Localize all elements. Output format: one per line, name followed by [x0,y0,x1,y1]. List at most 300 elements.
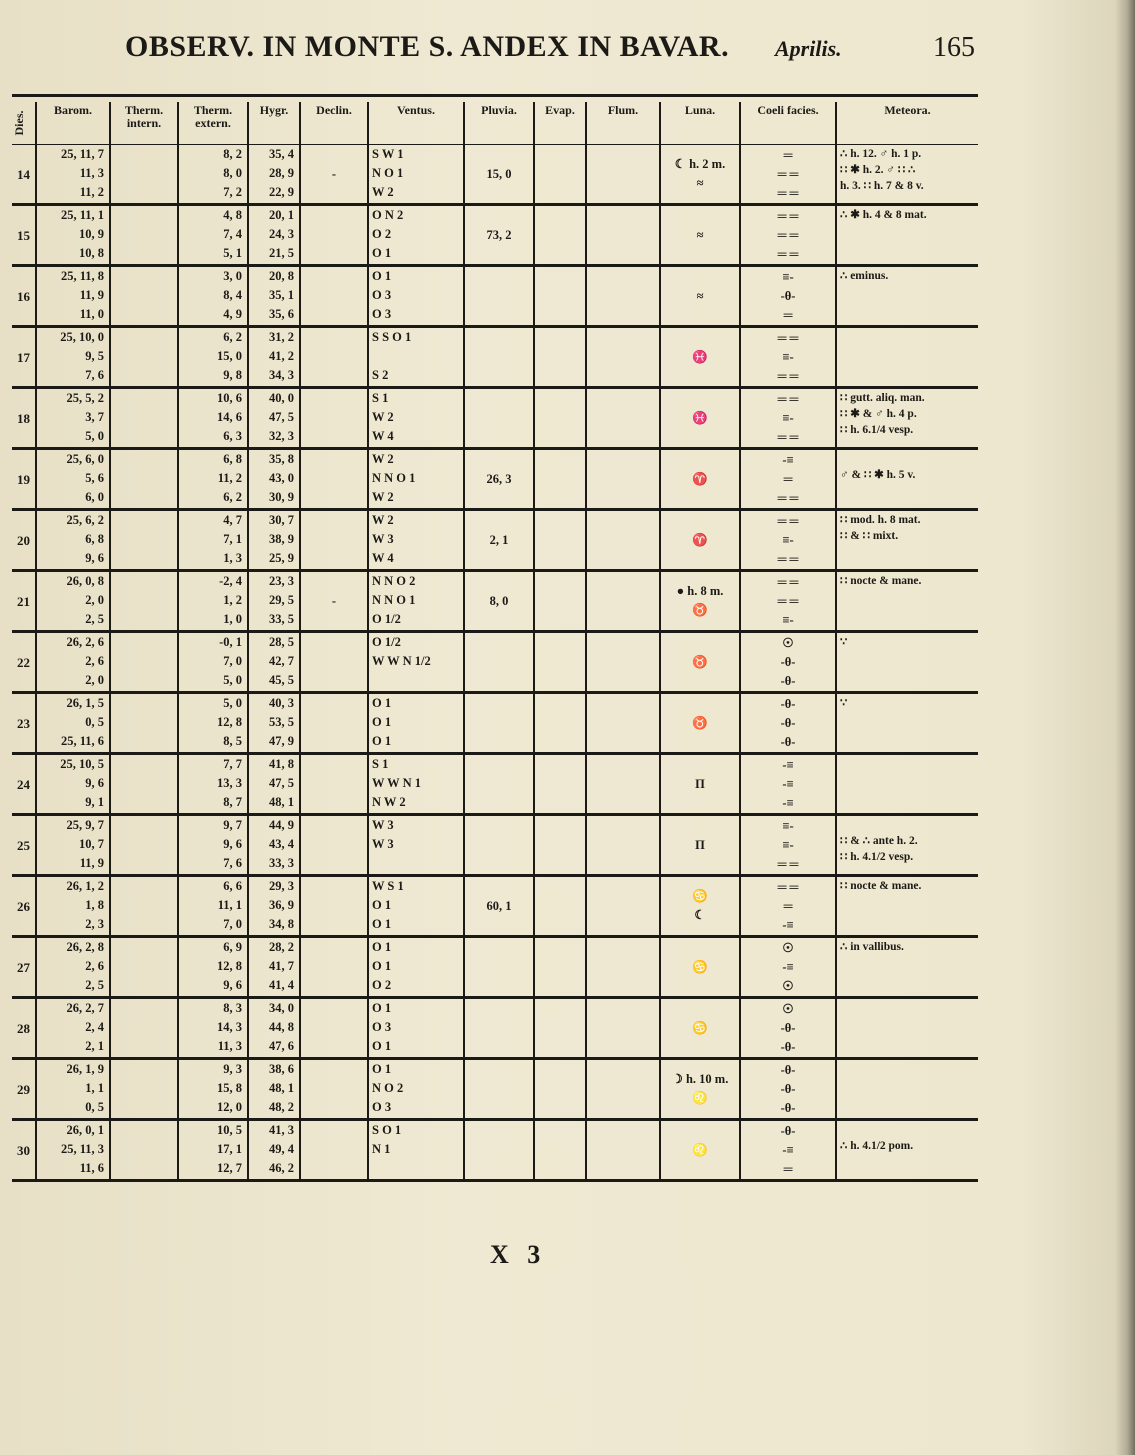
therm-extern-values-line: 8, 7 [223,795,242,809]
barometer-values-line: 2, 5 [85,978,104,992]
therm-intern-cell [110,266,178,327]
sky-values-line: ═ ═ [777,513,799,528]
sky-values-line: -θ- [780,1062,796,1077]
sky-values [740,449,836,510]
barometer-values [36,937,110,998]
meteora-values-line: ∴ ✱ h. 4 & 8 mat. [840,209,927,221]
evaporation-cell [534,937,586,998]
therm-extern-values-stack [182,1060,244,1117]
moon-values-line: ♉ [692,654,708,669]
meteora-values-stack [840,206,975,222]
wind-values [368,510,464,571]
therm-extern-values-line: 6, 3 [223,429,242,443]
sky-values-line: ≡- [782,532,794,547]
sky-values-stack [744,939,832,996]
barometer-values-line: 25, 11, 7 [60,147,104,161]
meteora-values-line: ∴ h. 12. ♂ h. 1 p. [840,148,922,160]
sky-values-line: ═ ═ [777,551,799,566]
wind-values-line: W 3 [372,532,394,546]
meteora-values-line: ♂ & ∷ ✱ h. 5 v. [840,469,916,481]
river-cell [586,1120,660,1181]
moon-values [660,510,740,571]
hygrometer-values-line: 44, 9 [269,818,294,832]
wind-values [368,145,464,205]
therm-extern-values [178,205,248,266]
barometer-values [36,205,110,266]
barometer-values-stack [40,206,106,263]
wind-values-line: O 3 [372,307,392,321]
hygrometer-values-line: 20, 8 [269,269,294,283]
declination-value: - [300,145,368,205]
wind-values-line: S 2 [372,368,389,382]
rain-value [464,693,534,754]
sky-values-stack [744,695,832,752]
sky-values-stack [744,207,832,264]
sky-values [740,937,836,998]
table-row [12,937,978,998]
wind-values-line [372,1159,460,1178]
barometer-values-line: 0, 5 [85,715,104,729]
sky-values-line: ≡- [782,410,794,425]
sky-values-line: -≡ [782,776,794,791]
declination-value [300,266,368,327]
therm-intern-cell [110,1120,178,1181]
barometer-values-stack [40,450,106,507]
therm-extern-values [178,693,248,754]
therm-extern-values-line: 11, 3 [217,1039,242,1053]
hygrometer-values-line: 49, 4 [269,1142,294,1156]
sky-values-line: ═ [783,147,793,162]
hygrometer-values-line: 34, 3 [269,368,294,382]
hygrometer-values-line: 34, 8 [269,917,294,931]
barometer-values-line: 25, 10, 0 [60,330,104,344]
sky-values-stack [744,268,832,325]
meteora-values [836,815,978,876]
wind-values-line: O 1 [372,734,392,748]
moon-values [660,632,740,693]
moon-values-stack [664,531,736,550]
page-edge-shadow [1115,0,1135,1455]
meteora-values-stack [840,450,975,482]
moon-values-stack [664,836,736,855]
sky-values-stack [744,146,832,203]
hygrometer-values-line: 41, 8 [269,757,294,771]
therm-extern-values [178,754,248,815]
sky-values [740,998,836,1059]
hygrometer-values-line: 47, 5 [269,776,294,790]
table-row [12,1120,978,1181]
barometer-values-line: 11, 0 [79,307,104,321]
barometer-values-line: 25, 11, 1 [60,208,104,222]
barometer-values-line: 26, 2, 7 [66,1001,104,1015]
hygrometer-values-line: 43, 0 [269,471,294,485]
meteora-values-line: ∷ h. 6.1/4 vesp. [840,424,914,436]
hygrometer-values-line: 35, 4 [269,147,294,161]
sky-values-line: ═ ═ [777,856,799,871]
moon-values [660,937,740,998]
therm-extern-values-line: 11, 2 [217,471,242,485]
rain-value [464,327,534,388]
barometer-values-line: 9, 6 [85,776,104,790]
sky-values [740,815,836,876]
therm-extern-values [178,937,248,998]
hygrometer-values-line: 31, 2 [269,330,294,344]
meteora-values-line: h. 3. ∷ h. 7 & 8 v. [840,180,924,192]
table-body [12,145,978,1181]
therm-extern-values [178,998,248,1059]
wind-values-line: N O 2 [372,1081,404,1095]
barometer-values-stack [40,1121,106,1178]
hygrometer-values-stack [252,145,296,202]
barometer-values [36,754,110,815]
wind-values-line: S W 1 [372,147,404,161]
declination-value [300,1120,368,1181]
therm-extern-values-line: 6, 9 [223,940,242,954]
hygrometer-values [248,388,300,449]
barometer-values-line: 25, 11, 3 [60,1142,104,1156]
wind-values-stack [372,389,460,446]
hygrometer-values-stack [252,938,296,995]
therm-extern-values-line: 12, 0 [217,1100,242,1114]
meteora-values-stack [840,816,975,864]
barometer-values [36,693,110,754]
hygrometer-values-line: 38, 9 [269,532,294,546]
wind-values-stack [372,999,460,1056]
hygrometer-values-line: 28, 5 [269,635,294,649]
therm-extern-values [178,876,248,937]
wind-values-line: O 1 [372,715,392,729]
col-header-barom: Barom. [36,102,110,145]
col-header-hygr: Hygr. [248,102,300,145]
wind-values-line: S O 1 [372,1123,402,1137]
therm-extern-values-stack [182,328,244,385]
day-number: 30 [12,1120,36,1181]
barometer-values-line: 9, 6 [85,551,104,565]
wind-values [368,266,464,327]
moon-values [660,449,740,510]
declination-value [300,205,368,266]
therm-intern-cell [110,754,178,815]
moon-values-line: ♓ [692,349,708,364]
hygrometer-values-stack [252,694,296,751]
therm-intern-cell [110,693,178,754]
wind-values [368,693,464,754]
barometer-values-line: 2, 6 [85,654,104,668]
sky-values-stack [744,817,832,874]
sky-values-line: -≡ [782,795,794,810]
therm-extern-values-line: 4, 9 [223,307,242,321]
table-row [12,754,978,815]
moon-values-line: ● h. 8 m. [676,584,724,598]
day-number: 25 [12,815,36,876]
declination-value [300,693,368,754]
col-header-ventus: Ventus. [368,102,464,145]
barometer-values-line: 1, 1 [85,1081,104,1095]
moon-values-line: ☽ h. 10 m. [671,1072,729,1086]
therm-extern-values-line: -2, 4 [219,574,242,588]
hygrometer-values-line: 21, 5 [269,246,294,260]
barometer-values-stack [40,572,106,629]
hygrometer-values-stack [252,633,296,690]
therm-extern-values-line: 9, 3 [223,1062,242,1076]
moon-values-line: ♉ [692,715,708,730]
meteora-values [836,145,978,205]
moon-values [660,754,740,815]
sky-values-line: ≡- [782,837,794,852]
header-rule [12,94,978,97]
hygrometer-values-line: 29, 3 [269,879,294,893]
moon-values-line: ♋ [692,1020,708,1035]
wind-values [368,998,464,1059]
river-cell [586,327,660,388]
therm-extern-values-stack [182,450,244,507]
moon-values-stack [664,1070,736,1108]
col-header-therm-intern: Therm. intern. [110,102,178,145]
rain-value [464,998,534,1059]
barometer-values-stack [40,999,106,1056]
wind-values-line: O 1 [372,696,392,710]
sky-values-line: ═ ═ [777,490,799,505]
therm-extern-values-line: 3, 0 [223,269,242,283]
barometer-values-line: 11, 9 [79,288,104,302]
sky-values-line: ═ ═ [777,429,799,444]
col-header-meteora: Meteora. [836,102,978,145]
sky-values-stack [744,512,832,569]
hygrometer-values-stack [252,450,296,507]
therm-extern-values-stack [182,999,244,1056]
barometer-values-line: 26, 1, 5 [66,696,104,710]
hygrometer-values-stack [252,1060,296,1117]
meteora-values [836,1059,978,1120]
therm-extern-values [178,815,248,876]
declination-value [300,449,368,510]
barometer-values-line: 5, 6 [85,471,104,485]
therm-intern-cell [110,571,178,632]
meteora-values [836,937,978,998]
sky-values-line: ═ ═ [777,166,799,181]
hygrometer-values-line: 30, 9 [269,490,294,504]
evaporation-cell [534,145,586,205]
table-row [12,266,978,327]
therm-extern-values-line: 7, 0 [223,654,242,668]
hygrometer-values-line: 24, 3 [269,227,294,241]
therm-extern-values-stack [182,816,244,873]
sky-values-line: ═ [783,307,793,322]
therm-intern-cell [110,1059,178,1120]
table-row [12,1059,978,1120]
therm-extern-values-stack [182,572,244,629]
therm-extern-values-line: 14, 3 [217,1020,242,1034]
meteora-values-line: ∴ eminus. [840,270,889,282]
barometer-values-line: 3, 7 [85,410,104,424]
meteora-values-line: ∷ & ∴ ante h. 2. [840,835,918,847]
wind-values [368,1059,464,1120]
wind-values-line: W 2 [372,410,394,424]
sky-values-line: -≡ [782,1142,794,1157]
meteora-values-stack [840,572,975,588]
wind-values-line: O 3 [372,1020,392,1034]
barometer-values-line: 2, 4 [85,1020,104,1034]
therm-extern-values-line: 9, 8 [223,368,242,382]
wind-values-line: N N O 1 [372,593,416,607]
meteora-values-line: ∷ gutt. aliq. man. [840,392,925,404]
sky-values-stack [744,329,832,386]
table-row [12,571,978,632]
table-row [12,815,978,876]
sky-values-line: ═ [783,898,793,913]
sky-values-line: -θ- [780,1123,796,1138]
hygrometer-values-line: 22, 9 [269,185,294,199]
meteora-values-line: ∷ nocte & mane. [840,880,922,892]
barometer-values-line: 25, 5, 2 [66,391,104,405]
declination-value: - [300,571,368,632]
wind-values [368,1120,464,1181]
sky-values-line: ☉ [782,635,794,650]
day-number: 15 [12,205,36,266]
sky-values-line: -θ- [780,288,796,303]
wind-values-line: W 2 [372,490,394,504]
sky-values-line: ═ ═ [777,330,799,345]
therm-extern-values-line: 8, 5 [223,734,242,748]
hygrometer-values-line: 30, 7 [269,513,294,527]
moon-values-line: ≈ [696,227,704,242]
therm-extern-values-stack [182,755,244,812]
wind-values-line: O 1 [372,246,392,260]
barometer-values [36,266,110,327]
hygrometer-values-line: 28, 2 [269,940,294,954]
meteora-values-stack [840,938,975,954]
moon-values-stack [664,775,736,794]
barometer-values-line: 11, 2 [79,185,104,199]
hygrometer-values-line: 53, 5 [269,715,294,729]
moon-values-line: ♈ [692,471,708,486]
wind-values-line: O 2 [372,227,392,241]
day-number: 18 [12,388,36,449]
barometer-values-line: 25, 6, 0 [66,452,104,466]
wind-values-stack [372,206,460,263]
sky-values-line: ═ ═ [777,879,799,894]
sky-values-line: ═ ═ [777,391,799,406]
sky-values-stack [744,390,832,447]
day-number: 28 [12,998,36,1059]
sky-values [740,266,836,327]
therm-extern-values [178,388,248,449]
barometer-values-stack [40,511,106,568]
wind-values-stack [372,1121,460,1178]
meteora-values [836,266,978,327]
hygrometer-values [248,266,300,327]
moon-values [660,1059,740,1120]
barometer-values [36,998,110,1059]
sky-values-stack [744,1000,832,1057]
meteora-values-stack [840,633,975,649]
wind-values-line: W 2 [372,513,394,527]
wind-values [368,876,464,937]
therm-extern-values-line: 7, 2 [223,185,242,199]
moon-values-stack [664,1019,736,1038]
barometer-values-line: 11, 3 [79,166,104,180]
moon-values [660,815,740,876]
hygrometer-values-line: 44, 8 [269,1020,294,1034]
moon-values-line: ♋ [692,959,708,974]
barometer-values-stack [40,694,106,751]
sky-values-line: ═ ═ [777,246,799,261]
evaporation-cell [534,327,586,388]
wind-values-stack [372,1060,460,1117]
wind-values-line: W 2 [372,185,394,199]
therm-extern-values-stack [182,633,244,690]
therm-extern-values-stack [182,267,244,324]
wind-values-line: W 4 [372,429,394,443]
day-number: 19 [12,449,36,510]
moon-values-line: ♋ [692,889,708,903]
hygrometer-values-line: 41, 2 [269,349,294,363]
wind-values [368,205,464,266]
therm-extern-values-line: 1, 3 [223,551,242,565]
hygrometer-values-line: 40, 0 [269,391,294,405]
therm-extern-values [178,571,248,632]
meteora-values [836,998,978,1059]
rain-value [464,632,534,693]
observations-table [12,102,978,1182]
meteora-values-line: ∷ ✱ & ♂ h. 4 p. [840,408,917,420]
wind-values-stack [372,633,460,690]
col-header-dies: Dies. [12,102,36,145]
therm-extern-values [178,1120,248,1181]
wind-values-stack [372,694,460,751]
therm-extern-values-line: 5, 1 [223,246,242,260]
sky-values [740,1059,836,1120]
therm-extern-values-stack [182,511,244,568]
wind-values-line [372,854,460,873]
meteora-values [836,632,978,693]
therm-extern-values-stack [182,938,244,995]
moon-values-line: ≈ [696,176,704,190]
therm-extern-values-line: 11, 1 [217,898,242,912]
therm-extern-values [178,1059,248,1120]
hygrometer-values [248,815,300,876]
barometer-values-stack [40,877,106,934]
therm-extern-values-stack [182,877,244,934]
sky-values [740,510,836,571]
col-header-therm-extern: Therm. extern. [178,102,248,145]
wind-values-stack [372,511,460,568]
sky-values-line: -θ- [780,696,796,711]
wind-values-stack [372,938,460,995]
barometer-values [36,510,110,571]
sky-values-line: -θ- [780,1039,796,1054]
barometer-values-line: 9, 1 [85,795,104,809]
rain-value: 60, 1 [464,876,534,937]
therm-extern-values-line: 6, 2 [223,490,242,504]
barometer-values-stack [40,938,106,995]
barometer-values [36,145,110,205]
wind-values [368,571,464,632]
sky-values-line: -θ- [780,673,796,688]
meteora-values-line [840,450,975,466]
sky-values-stack [744,1061,832,1118]
barometer-values [36,1059,110,1120]
wind-values-line: W 4 [372,551,394,565]
wind-values-line: O 3 [372,1100,392,1114]
river-cell [586,266,660,327]
hygrometer-values-stack [252,877,296,934]
meteora-values-stack [840,389,975,437]
day-number: 27 [12,937,36,998]
therm-extern-values-line: 13, 3 [217,776,242,790]
sky-values [740,571,836,632]
barometer-values-line: 6, 0 [85,490,104,504]
